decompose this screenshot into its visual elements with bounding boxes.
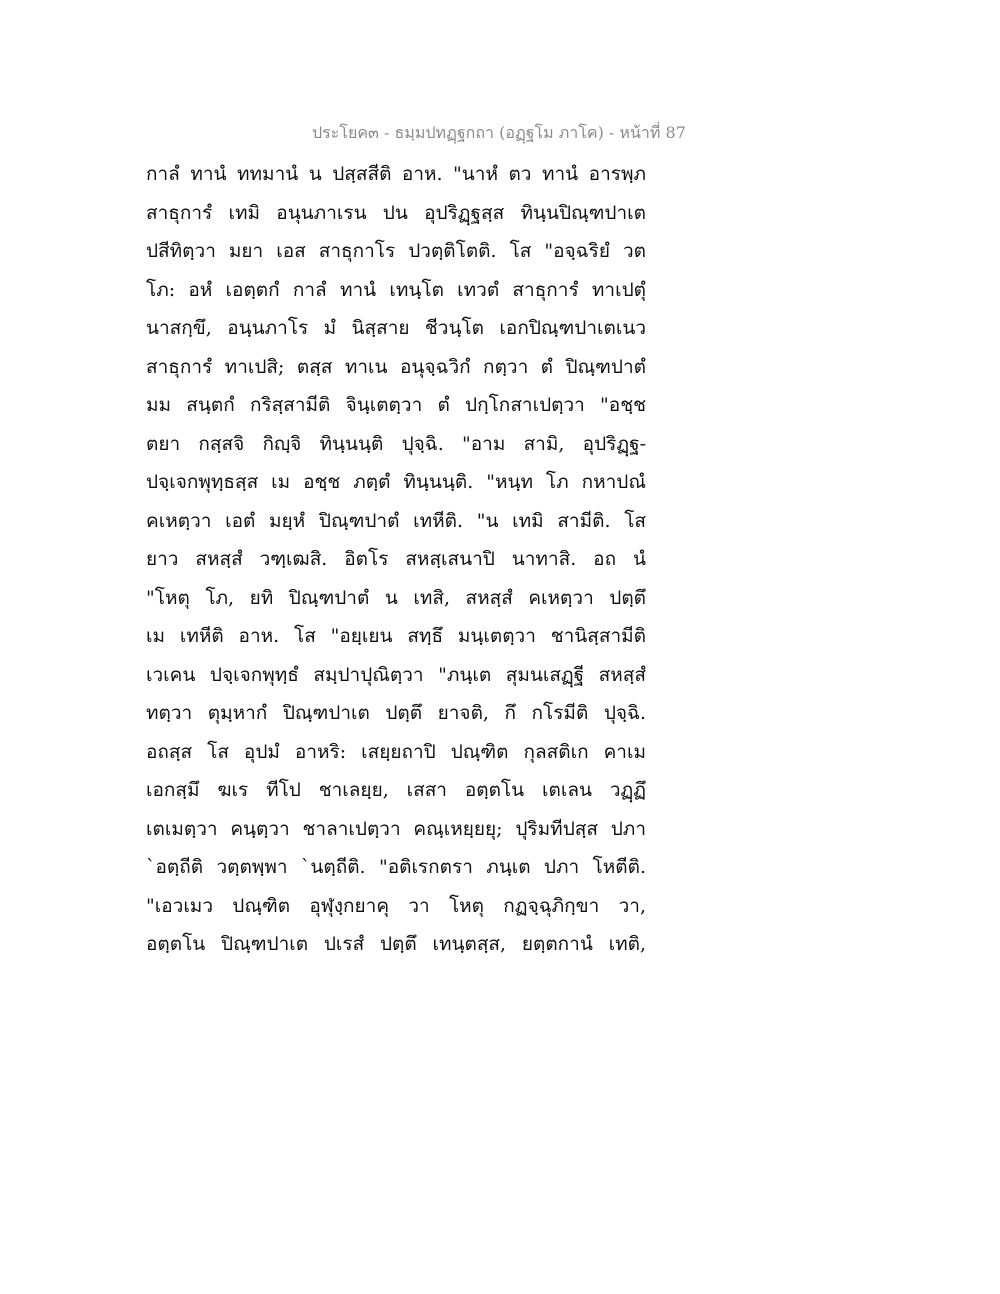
text-line: กาลํ ทานํ ททมานํ น ปสฺสสีติ อาห. "นาหํ ตว ทานํ อารพฺภ [146,163,646,185]
text-line: "เอวเมว ปณฺฑิต อุฬุงฺกยาคุ วา โหตุ กฏจฺฉุภิกฺขา วา, [146,894,646,917]
text-line: ปสีทิตฺวา มยา เอส สาธุกาโร ปวตฺติโตติ. โส "อจฺฉริยํ วต [146,240,646,262]
text-line: เม เทหีติ อาห. โส "อยฺเยน สทฺธึ มนฺเตตฺวา ชานิสฺสามีติ [146,625,646,647]
text-line: ตยา กสฺสจิ กิญฺจิ ทินฺนนฺติ ปุจฺฉิ. "อาม สามิ, อุปริฏฺฐ- [146,432,646,455]
text-line: โภ: อหํ เอตฺตกํ กาลํ ทานํ เทนฺโต เทวตํ สาธุการํ ทาเปตุํ [146,278,646,301]
text-line: สาธุการํ ทาเปสิ; ตสฺส ทาเน อนุจฺฉวิกํ กตฺวา ตํ ปิณฺฑปาตํ [146,355,646,378]
running-header: ประโยค๓ - ธมฺมปทฏฺฐกถา (อฏฺฐโม ภาโค) - หน้าที่ 87 [312,123,686,142]
text-line: ทตฺวา ตุมฺหากํ ปิณฺฑปาเต ปตฺตึ ยาจติ, กึ กโรมีติ ปุจฺฉิ. [146,702,646,724]
text-line: ปจฺเจกพุทฺธสฺส เม อชฺช ภตฺตํ ทินฺนนฺติ. "หนฺท โภ กหาปณํ [146,471,646,493]
body-text [146,160,646,969]
text-line: ยาว สหสฺสํ วฑฺเฒสิ. อิตโร สหสฺเสนาปิ นาทาสิ. อถ นํ [146,548,646,570]
text-line: เตเมตฺวา คนฺตฺวา ชาลาเปตฺวา คณฺเหยฺยยุ; ปุริมทีปสฺส ปภา [146,817,646,840]
text-line: `อตฺถีติ วตฺตพฺพา `นตฺถีติ. "อติเรกตรา ภนฺเต ปภา โหตีติ. [146,856,646,878]
text-line: มม สนฺตกํ กริสฺสามีติ จินฺเตตฺวา ตํ ปกฺโกสาเปตฺวา "อชฺช [146,394,646,416]
text-line: นาสกฺขึ, อนฺนภาโร มํ นิสฺสาย ชีวนฺโต เอกปิณฺฑปาเตเนว [146,317,646,339]
text-line: คเหตฺวา เอตํ มยฺหํ ปิณฺฑปาตํ เทหีติ. "น เทมิ สามีติ. โส [146,509,646,532]
text-line: อตฺตโน ปิณฺฑปาเต ปเรสํ ปตฺตึ เทนฺตสฺส, ยตฺตกานํ เทติ, [146,933,646,955]
text-line: อถสฺส โส อุปมํ อาหริ: เสยฺยถาปิ ปณฺฑิต กุลสติเก คาเม [146,740,646,763]
text-line: เวเคน ปจฺเจกพุทฺธํ สมฺปาปุณิตฺวา "ภนฺเต สุมนเสฏฺฐี สหสฺสํ [146,663,646,686]
text-line: "โหตุ โภ, ยทิ ปิณฺฑปาตํ น เทสิ, สหสฺสํ คเหตฺวา ปตฺตึ [146,586,646,609]
text-line: เอกสฺมึ ฆเร ทีโป ชาเลยฺย, เสสา อตฺตโน เตเลน วฏฺฏึ [146,779,646,801]
text-line: สาธุการํ เทมิ อนุนภาเรน ปน อุปริฏฺฐสฺส ทินฺนปิณฺฑปาเต [146,201,646,224]
